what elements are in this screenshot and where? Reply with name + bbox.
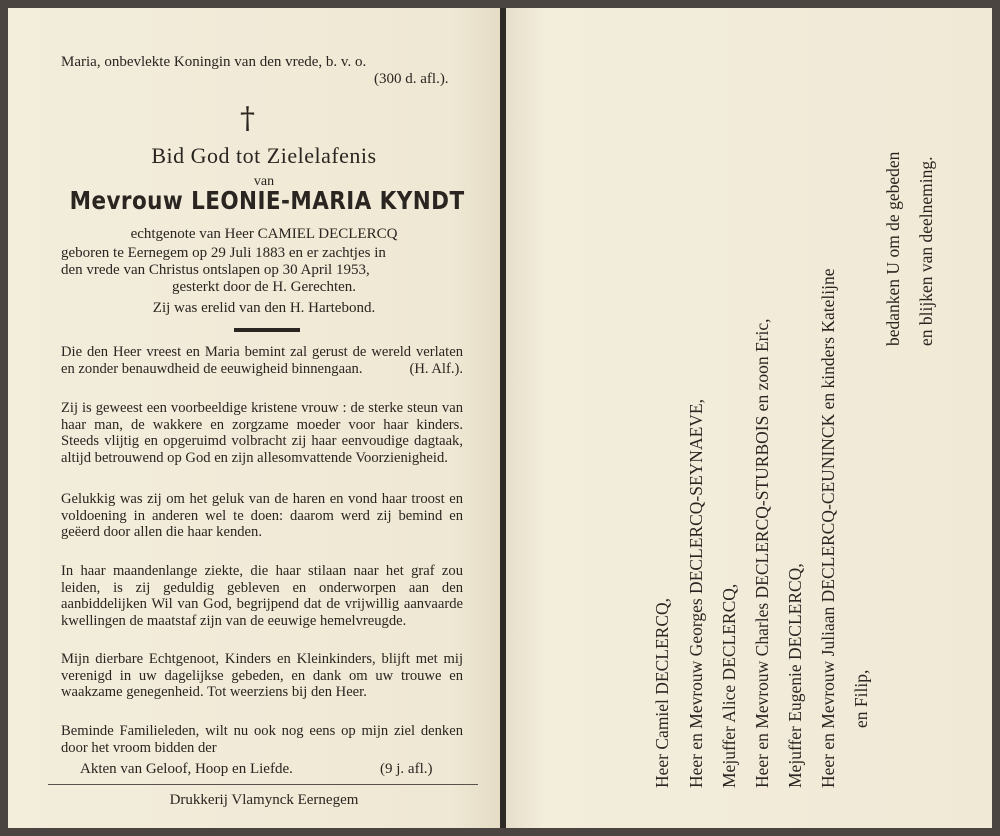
family-line-2: Heer en Mevrouw Georges DECLERCQ-SEYNAEVE, [686, 399, 706, 788]
birth-line3: gesterkt door de H. Gerechten. [171, 279, 357, 295]
paragraph-1: Die den Heer vreest en Maria bemint zal gerust de wereld verlaten en zonder benauwdheid de eeuwigheid binnengaan. (H. Alf.). [61, 344, 463, 377]
paragraph-1-ref: (H. Alf.). [409, 360, 463, 377]
family-line-7: en Filip, [851, 669, 871, 728]
paragraph-4: In haar maandenlange ziekte, die haar stilaan naar het graf zou leiden, is zij geduldig gebleven en onderworpen aan den aanbiddelijken Wil van God, begrijpend dat de vrijwillig aanvaarde kwellingen de maatstaf zijn van de eeuwige hemelvreugde. [61, 563, 463, 629]
spouse-line: echtgenote van Heer CAMIEL DECLERCQ [130, 226, 398, 242]
bottom-rule [48, 784, 478, 785]
family-line-6: Heer en Mevrouw Juliaan DECLERCQ-CEUNINCK en kinders Katelijne [818, 268, 838, 788]
paragraph-6: Beminde Familieleden, wilt nu ook nog eens op mijn ziel denken door het vroom bidden der [61, 723, 463, 756]
thanks-line-1: bedanken U om de gebeden [883, 151, 903, 346]
memorial-card [8, 8, 992, 828]
right-page [506, 8, 992, 828]
family-line-3: Mejuffer Alice DECLERCQ, [719, 583, 739, 788]
birth-line1: geboren te Eernegem op 29 Juli 1883 en er zachtjes in [61, 245, 386, 261]
printer-line: Drukkerij Vlamynck Eernegem [169, 792, 359, 808]
prayers-ref: (9 j. afl.) [380, 761, 433, 777]
prayers-line: Akten van Geloof, Hoop en Liefde. [80, 761, 293, 777]
deceased-name: Mevrouw LEONIE-MARIA KYNDT [69, 186, 465, 215]
divider-bar [234, 328, 300, 332]
member-line: Zij was erelid van den H. Hartebond. [152, 300, 376, 316]
family-line-4: Heer en Mevrouw Charles DECLERCQ-STURBOIS en zoon Eric, [752, 318, 772, 788]
birth-line2: den vrede van Christus ontslapen op 30 April 1953, [61, 262, 370, 278]
family-line-1: Heer Camiel DECLERCQ, [652, 597, 672, 788]
motto-line1: Maria, onbevlekte Koningin van den vrede, b. v. o. [61, 54, 367, 70]
left-page [8, 8, 500, 828]
paragraph-2: Zij is geweest een voorbeeldige kristene vrouw : de sterke steun van haar man, de wakkere en zorgzame moeder voor haar kinders. Steeds vlijtig en opgeruimd volbracht zij haar eenvoudige dagtaak, altijd betrouwend op God en zijn allesomvattende Voorzienigheid. [61, 400, 463, 466]
paragraph-3: Gelukkig was zij om het geluk van de haren en vond haar troost en voldoening in anderen wel te doen: daarom werd zij bemind en geëerd door allen die haar kenden. [61, 491, 463, 541]
thanks-line-2: en blijken van deelneming. [916, 156, 936, 346]
family-line-5: Mejuffer Eugenie DECLERCQ, [785, 563, 805, 788]
cross-icon: † [240, 101, 255, 136]
van-line: van [253, 174, 275, 189]
motto-line2: (300 d. afl.). [374, 71, 449, 87]
intro-heading: Bid God tot Zielelafenis [151, 143, 377, 168]
paragraph-5: Mijn dierbare Echtgenoot, Kinders en Kleinkinders, blijft met mij verenigd in uw dagelijkse gebeden, en dank om uw trouwe en waakzame genegenheid. Tot weerziens bij den Heer. [61, 651, 463, 701]
